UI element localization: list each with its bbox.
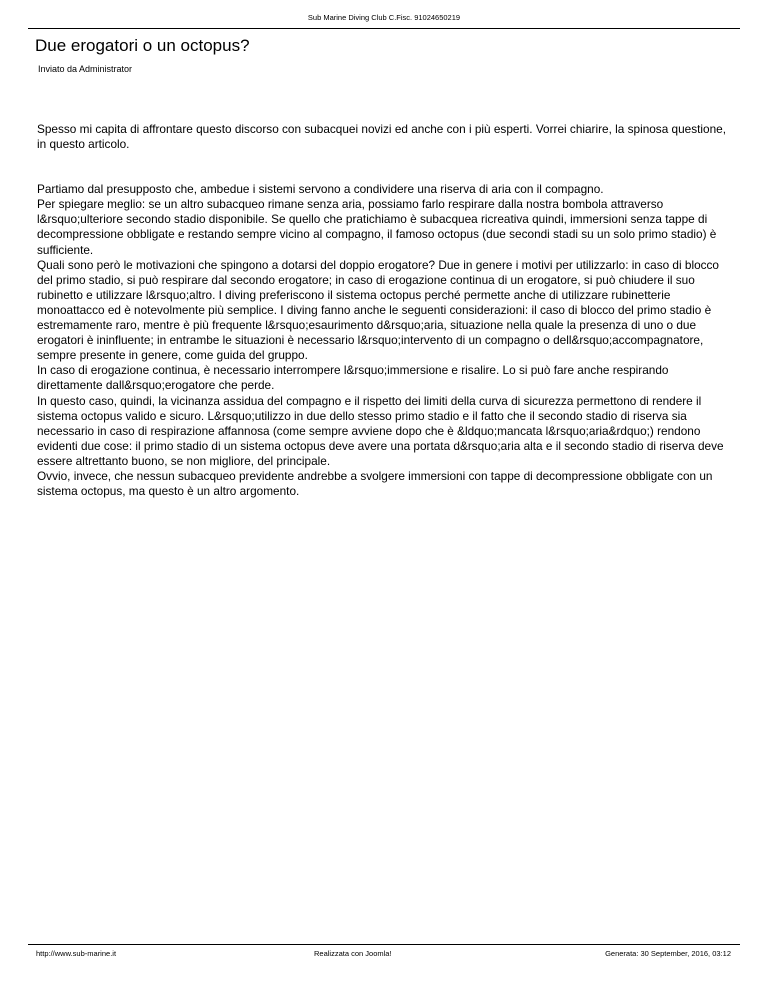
article-paragraph: Quali sono però le motivazioni che spingono a dotarsi del doppio erogatore? Due in genere i motivi per utilizzarlo: in caso di blocco del primo stadio, si può respirare dal secondo erogatore; in caso di erogazione continua di un erogatore, si può chiudere il suo rubinetto e utilizzare l&rsquo;altro. I diving preferiscono il sistema octopus perché permette anche di utilizzare rubinetterie monoattacco ed è notevolmente più semplice. I diving fanno anche le seguenti considerazioni: il caso di blocco del primo stadio è estremamente raro, mentre è più frequente l&rsquo;esaurimento d&rsquo;aria, situazione nella quale la presenza di uno o due erogatori è ininfluente; in entrambe le situazioni è necessario l&rsquo;intervento di un compagno o dell&rsquo;accompagnatore, sempre presente in genere, come guida del gruppo.: [37, 257, 719, 363]
article-paragraph: Ovvio, invece, che nessun subacqueo previdente andrebbe a svolgere immersioni con tappe di decompressione obbligate con un sistema octopus, ma questo è un altro argomento.: [37, 468, 713, 499]
article-paragraph: Partiamo dal presupposto che, ambedue i sistemi servono a condividere una riserva di aria con il compagno.: [37, 182, 604, 197]
article-paragraph: In questo caso, quindi, la vicinanza assidua del compagno e il rispetto dei limiti della curva di sicurezza permettono di rendere il sistema octopus valido e sicuro. L&rsquo;utilizzo in due dello stesso primo stadio e il fatto che il secondo stadio di riserva sia necessario in caso di respirazione affannosa (come sempre avviene dopo che è &ldquo;mancata l&rsquo;aria&rdquo;) rendono evidenti due cose: il primo stadio di un sistema octopus deve avere una portata d&rsquo;aria alta e il secondo stadio di riserva deve essere altrettanto buono, se non migliore, del principale.: [37, 393, 724, 468]
header-club-info: Sub Marine Diving Club C.Fisc. 91024650219: [307, 13, 461, 22]
page-header: [28, 0, 740, 29]
footer-divider: [28, 944, 740, 946]
article-paragraph: Per spiegare meglio: se un altro subacqueo rimane senza aria, possiamo farlo respirare dalla nostra bombola attraverso l&rsquo;ulteriore secondo stadio disponibile. Se quello che pratichiamo è subacquea ricreativa quindi, immersioni senza tappe di decompressione obbligate e restando sempre vicino al compagno, il famoso octopus (due secondi stadi su un solo primo stadio) è sufficiente.: [37, 197, 717, 257]
footer-site-url: http://www.sub-marine.it: [36, 949, 117, 958]
footer-generated-date: Generata: 30 September, 2016, 03:12: [605, 949, 731, 958]
article-byline: Inviato da Administrator: [38, 64, 133, 74]
article-body: [37, 122, 727, 499]
footer-credit: Realizzata con Joomla!: [314, 949, 392, 958]
article-intro: Spesso mi capita di affrontare questo discorso con subacquei novizi ed anche con i più esperti. Vorrei chiarire, la spinosa questione, in questo articolo.: [37, 122, 726, 152]
article-title: Due erogatori o un octopus?: [35, 36, 250, 55]
article-paragraph: In caso di erogazione continua, è necessario interrompere l&rsquo;immersione e risalire. Lo si può fare anche respirando direttamente dall&rsquo;erogatore che perde.: [37, 363, 669, 393]
paragraph-spacer: [37, 152, 727, 182]
